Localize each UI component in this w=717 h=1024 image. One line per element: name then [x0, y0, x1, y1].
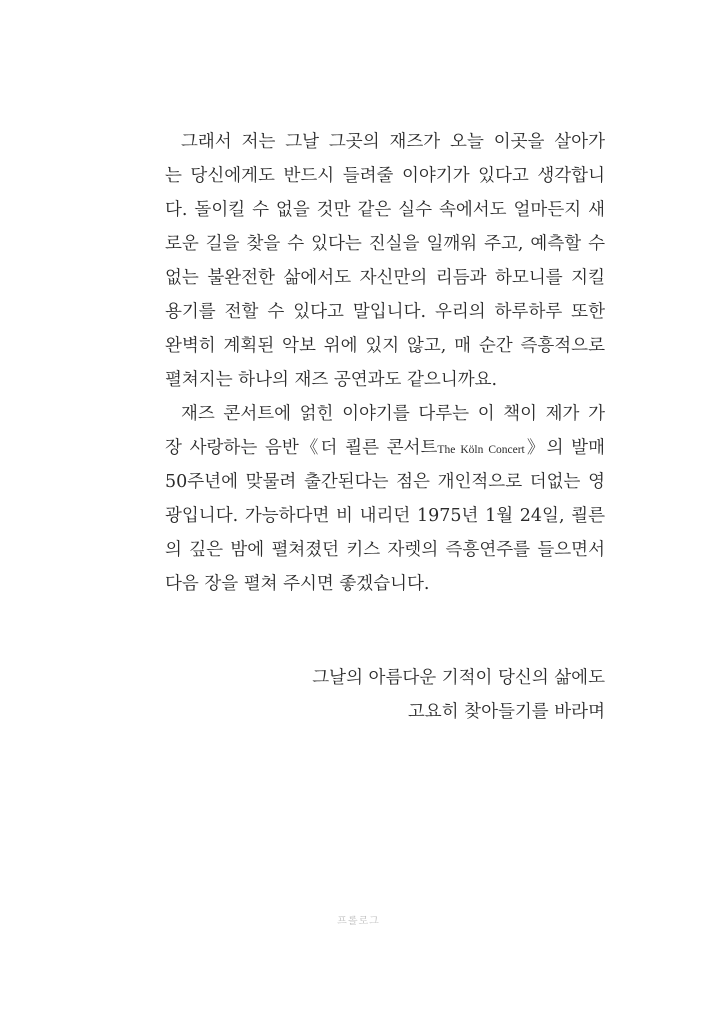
paragraph-1-line-1: 그래서 저는 그날 그곳의 재즈가 오늘 이곳을 살아가 — [181, 132, 605, 152]
paragraph-1-line-4: 로운 길을 찾을 수 있다는 진실을 일깨워 주고, 예측할 수 — [165, 234, 605, 254]
paragraph-2-line-2-end: 》의 발매 — [524, 438, 605, 458]
closing-line-2: 고요히 찾아들기를 바라며 — [407, 702, 605, 722]
paragraph-2-line-2 — [165, 434, 605, 462]
paragraph-1-line-6: 용기를 전할 수 있다고 말입니다. 우리의 하루하루 또한 — [165, 302, 605, 322]
paragraph-2-line-5: 의 깊은 밤에 펼쳐졌던 키스 자렛의 즉흥연주를 들으면서 — [165, 540, 605, 560]
paragraph-2-line-6: 다음 장을 펼쳐 주시면 좋겠습니다. — [165, 574, 430, 594]
paragraph-1-line-7: 완벽히 계획된 악보 위에 있지 않고, 매 순간 즉흥적으로 — [165, 336, 605, 356]
paragraph-1-line-2: 는 당신에게도 반드시 들려줄 이야기가 있다고 생각합니 — [165, 166, 605, 186]
paragraph-2-line-2-start: 장 사랑하는 음반《더 쾰른 콘서트 — [165, 438, 438, 458]
album-title-latin: The Köln Concert — [437, 444, 525, 456]
paragraph-1-line-3: 다. 돌이킬 수 없을 것만 같은 실수 속에서도 얼마든지 새 — [165, 200, 605, 220]
paragraph-2-line-4: 광입니다. 가능하다면 비 내리던 1975년 1월 24일, 쾰른 — [165, 506, 605, 526]
paragraph-2-line-3: 50주년에 맞물려 출간된다는 점은 개인적으로 더없는 영 — [165, 472, 605, 492]
paragraph-2-line-1: 재즈 콘서트에 얽힌 이야기를 다루는 이 책이 제가 가 — [181, 404, 605, 424]
closing-line-1: 그날의 아름다운 기적이 당신의 삶에도 — [312, 668, 605, 688]
chapter-footer: 프롤로그 — [337, 916, 380, 927]
paragraph-1-line-5: 없는 불완전한 삶에서도 자신만의 리듬과 하모니를 지킬 — [165, 268, 605, 288]
paragraph-1-line-8: 펼쳐지는 하나의 재즈 공연과도 같으니까요. — [165, 370, 498, 390]
